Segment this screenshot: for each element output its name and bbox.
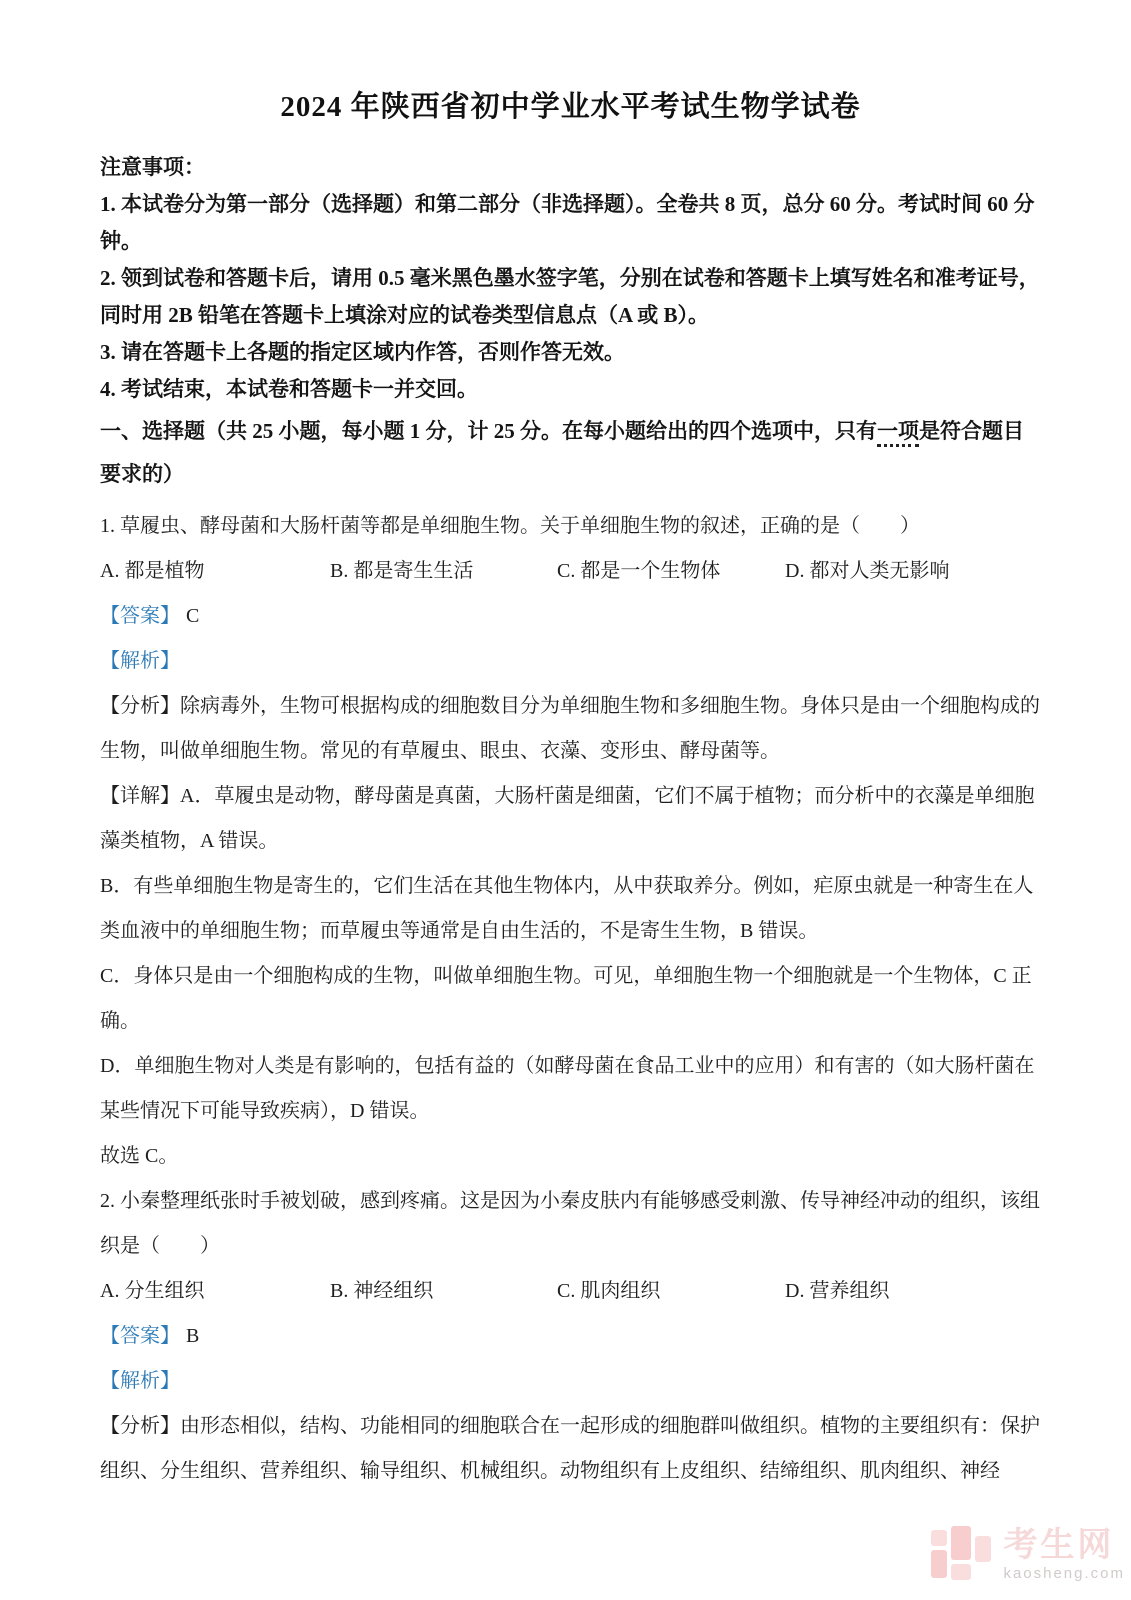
option-a: A. 分生组织 (100, 1280, 205, 1302)
question-1 (100, 504, 1041, 1179)
notice-item-2: 2. 领到试卷和答题卡后，请用 0.5 毫米黑色墨水签字笔，分别在试卷和答题卡上填写姓名和准考证号，同时用 2B 铅笔在答题卡上填涂对应的试卷类型信息点（A 或 B）。 (100, 266, 1040, 327)
question-1-options (100, 549, 1041, 594)
notice-block (100, 149, 1041, 408)
section-heading (100, 410, 1041, 496)
answer-line (100, 1314, 1041, 1359)
logo-block (975, 1536, 991, 1562)
option-d: D. 营养组织 (785, 1280, 890, 1302)
answer-value: C (186, 605, 200, 627)
kaosheng-logo-icon (929, 1524, 995, 1584)
analysis-paragraph: B．有些单细胞生物是寄生的，它们生活在其他生物体内，从中获取养分。例如，疟原虫就是一种寄生在人类血液中的单细胞生物；而草履虫等通常是自由生活的，不是寄生生物，B 错误。 (100, 875, 1034, 942)
watermark-site-name: 考生网 (1003, 1525, 1115, 1564)
notice-item-1: 1. 本试卷分为第一部分（选择题）和第二部分（非选择题）。全卷共 8 页，总分 60 分。考试时间 60 分钟。 (100, 192, 1035, 253)
analysis-paragraph: C．身体只是由一个细胞构成的生物，叫做单细胞生物。可见，单细胞生物一个细胞就是一个生物体，C 正确。 (100, 965, 1032, 1032)
analysis-paragraph: 【分析】除病毒外，生物可根据构成的细胞数目分为单细胞生物和多细胞生物。身体只是由一个细胞构成的生物，叫做单细胞生物。常见的有草履虫、眼虫、衣藻、变形虫、酵母菌等。 (100, 695, 1040, 762)
watermark-text (1003, 1525, 1125, 1582)
option-c: C. 都是一个生物体 (557, 560, 721, 582)
section-heading-text: 一、选择题（共 25 小题，每小题 1 分，计 25 分。在每小题给出的四个选项中，只有 (100, 419, 877, 443)
question-2 (100, 1179, 1041, 1494)
analysis-conclusion: 故选 C。 (100, 1145, 179, 1167)
question-2-options (100, 1269, 1041, 1314)
question-2-stem: 2. 小秦整理纸张时手被划破，感到疼痛。这是因为小秦皮肤内有能够感受刺激、传导神经冲动的组织，该组织是（ ） (100, 1190, 1040, 1257)
questions-area (100, 504, 1041, 1494)
page-title: 2024 年陕西省初中学业水平考试生物学试卷 (280, 91, 861, 123)
option-d: D. 都对人类无影响 (785, 560, 950, 582)
logo-block (951, 1526, 971, 1560)
logo-block (951, 1564, 971, 1580)
answer-line (100, 594, 1041, 639)
analysis-paragraph: 【详解】A．草履虫是动物，酵母菌是真菌，大肠杆菌是细菌，它们不属于植物；而分析中的衣藻是单细胞藻类植物，A 错误。 (100, 785, 1035, 852)
answer-value: B (186, 1325, 200, 1347)
analysis-label: 【解析】 (100, 650, 180, 672)
notice-item-3: 3. 请在答题卡上各题的指定区域内作答，否则作答无效。 (100, 340, 625, 364)
logo-block (931, 1530, 947, 1546)
option-b: B. 神经组织 (330, 1280, 434, 1302)
answer-label: 【答案】 (100, 1325, 180, 1347)
section-heading-tail: 是符合题目要求的） (100, 419, 1024, 486)
watermark-site-url: kaosheng.com (1003, 1564, 1125, 1582)
answer-label: 【答案】 (100, 605, 180, 627)
option-a: A. 都是植物 (100, 560, 205, 582)
analysis-paragraph: 【分析】由形态相似，结构、功能相同的细胞联合在一起形成的细胞群叫做组织。植物的主要组织有：保护组织、分生组织、营养组织、输导组织、机械组织。动物组织有上皮组织、结缔组织、肌肉组织、神经 (100, 1415, 1040, 1482)
option-b: B. 都是寄生生活 (330, 560, 474, 582)
logo-block (931, 1550, 947, 1578)
analysis-label: 【解析】 (100, 1370, 180, 1392)
watermark (929, 1524, 1125, 1584)
notice-item-4: 4. 考试结束，本试卷和答题卡一并交回。 (100, 377, 478, 401)
section-heading-emphasis: 一项 (877, 419, 919, 447)
analysis-paragraph: D．单细胞生物对人类是有影响的，包括有益的（如酵母菌在食品工业中的应用）和有害的（如大肠杆菌在某些情况下可能导致疾病），D 错误。 (100, 1055, 1035, 1122)
notice-heading: 注意事项： (100, 155, 205, 179)
option-c: C. 肌肉组织 (557, 1280, 661, 1302)
question-1-stem: 1. 草履虫、酵母菌和大肠杆菌等都是单细胞生物。关于单细胞生物的叙述，正确的是（ ） (100, 515, 920, 537)
